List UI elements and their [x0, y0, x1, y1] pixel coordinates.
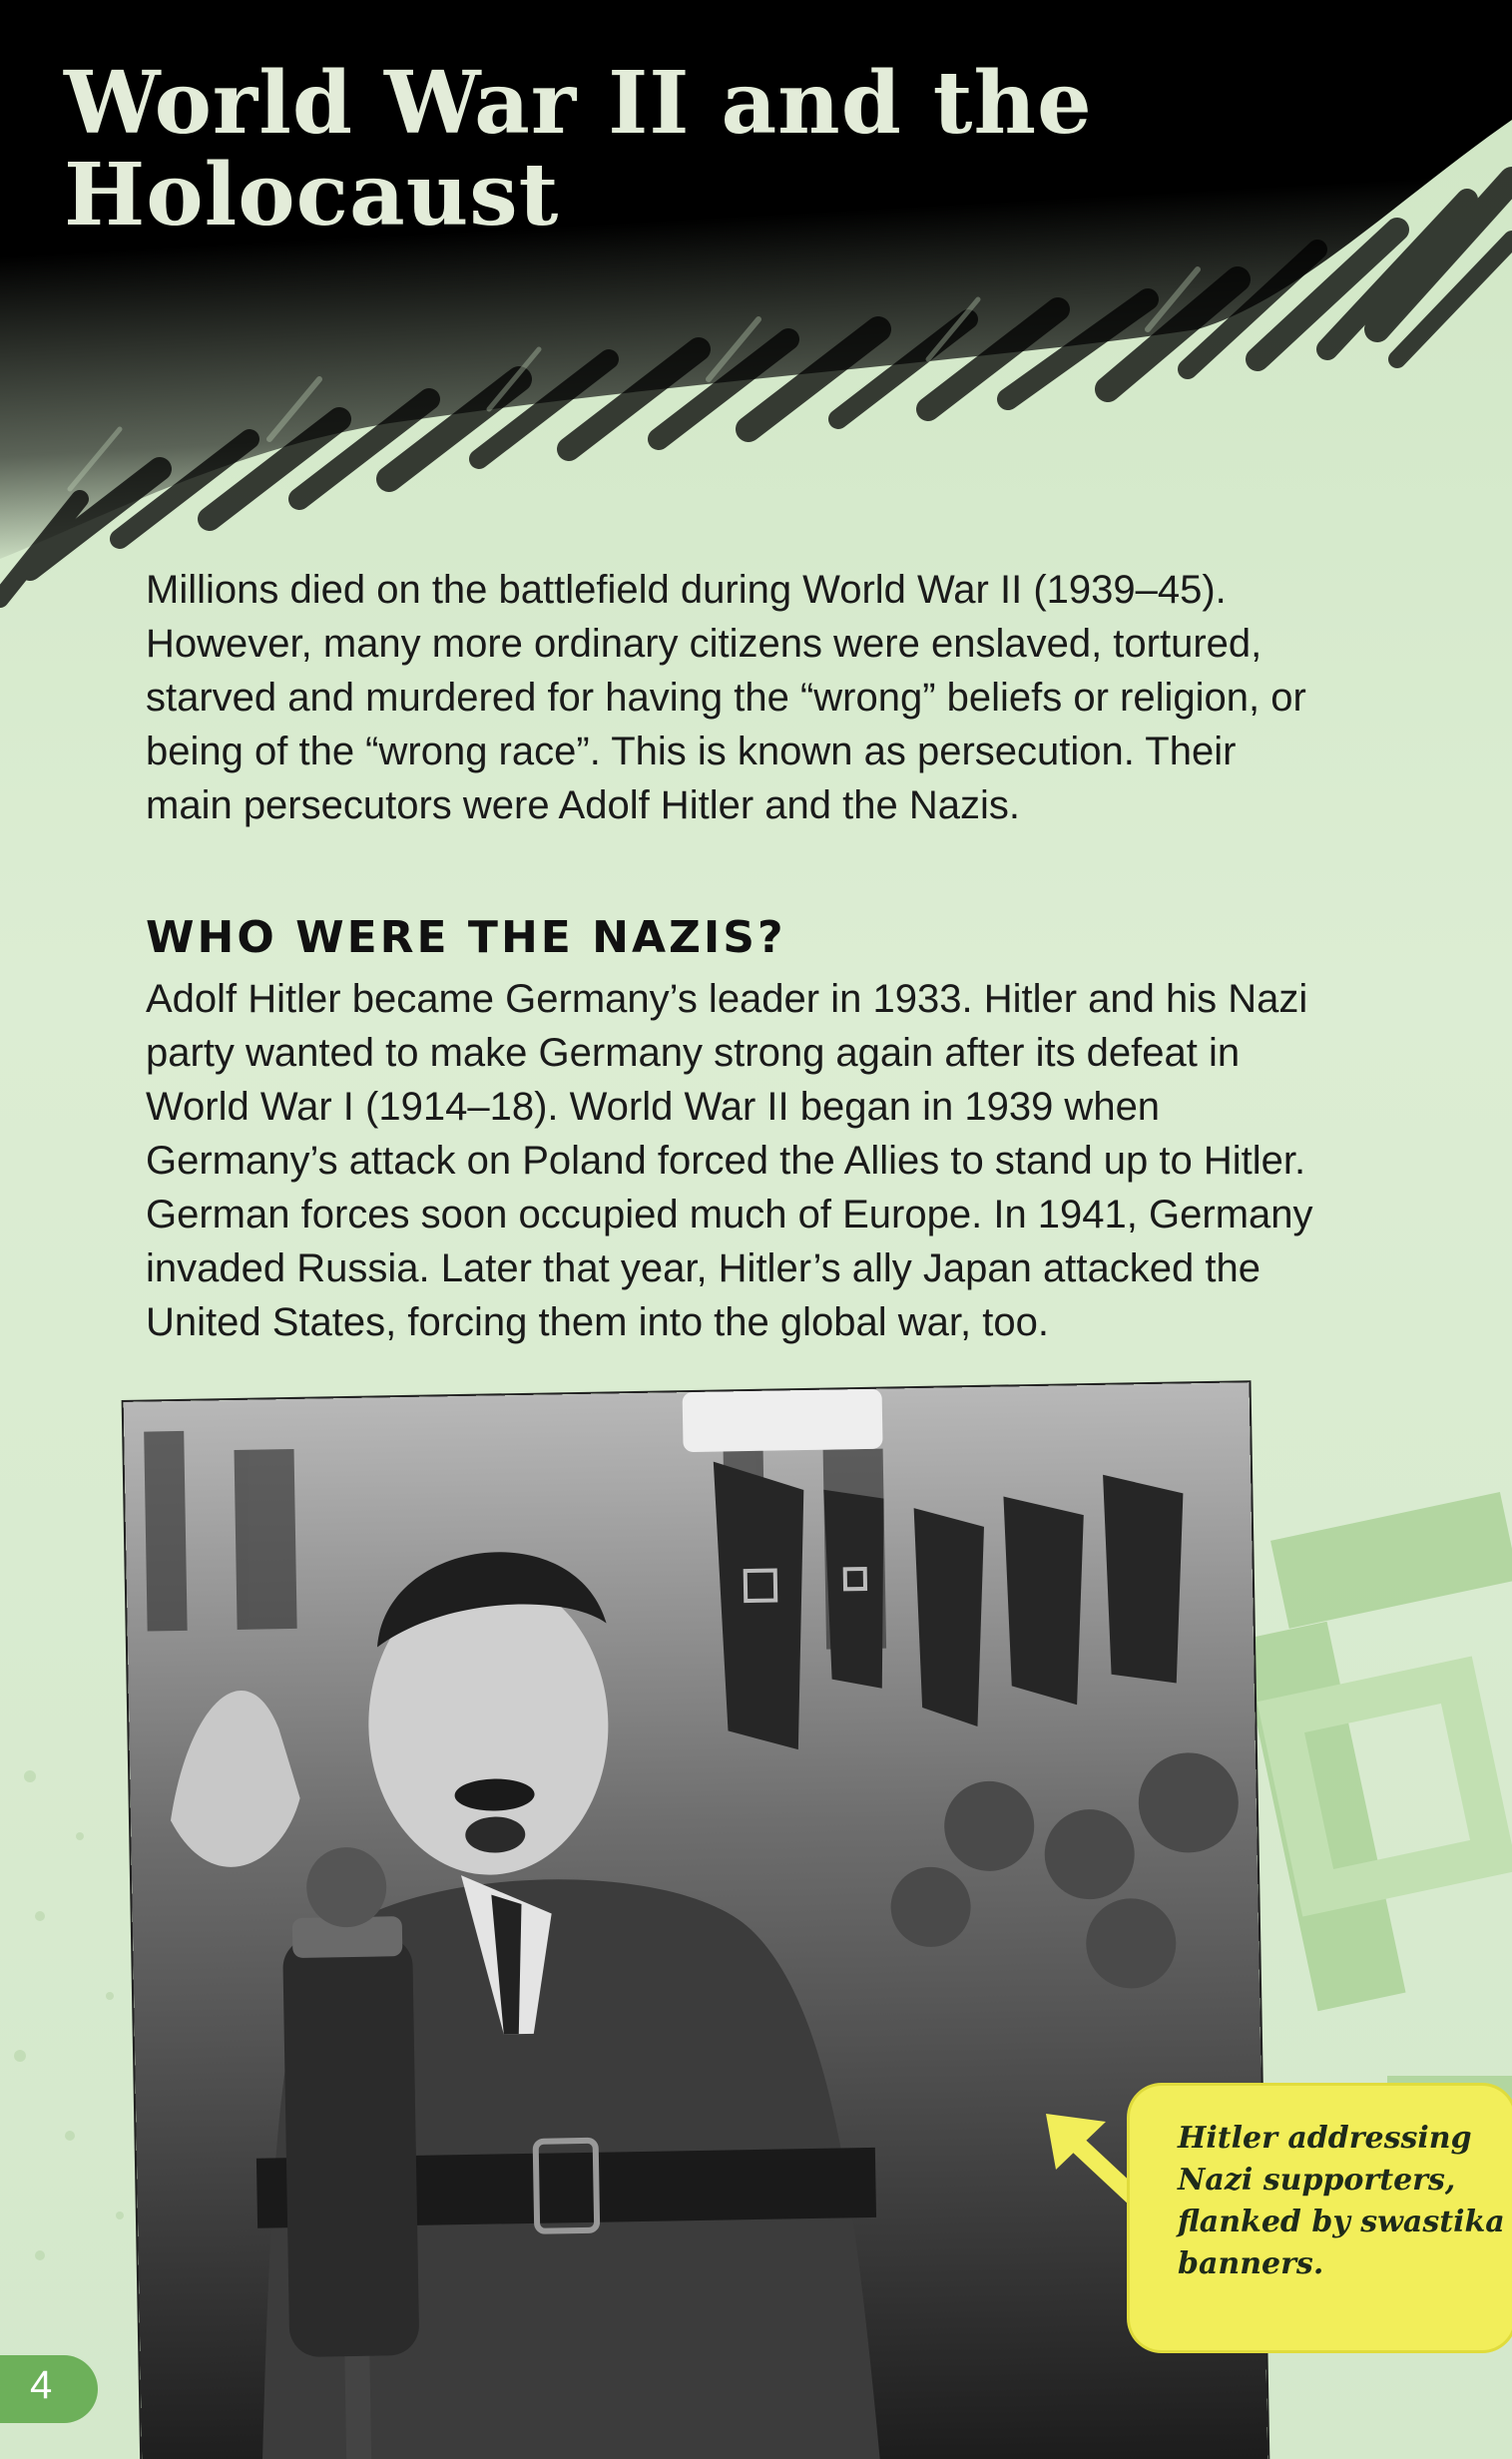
historical-photo: [124, 1382, 1268, 2459]
page-number-tab: [0, 2355, 98, 2423]
page-number: 4: [30, 2363, 53, 2407]
section-heading: WHO WERE THE NAZIS?: [146, 912, 786, 963]
intro-paragraph: Millions died on the battlefield during World War II (1939–45). However, many more ordinary citizens were enslaved, tortured, starved and murdered for having the “wrong” beliefs or religion, or being of the “wrong race”. This is known as persecution. Their main persecutors were Adolf Hitler and the Nazis.: [146, 568, 1306, 827]
section-body: Adolf Hitler became Germany’s leader in 1933. Hitler and his Nazi party wanted to make Germany strong again after its defeat in World War I (1914–18). World War II began in 1939 when Germany’s attack on Poland forced the Allies to stand up to Hitler. German forces soon occupied much of Europe. In 1941, Germany invaded Russia. Later that year, Hitler’s ally Japan attacked the United States, forcing them into the global war, too.: [146, 977, 1313, 1344]
photo-caption: Hitler addressing Nazi supporters, flanked by swastika banners.: [1178, 2121, 1505, 2281]
page-title: World War II and the Holocaust: [64, 53, 1093, 246]
photo-caption-box: [1130, 2086, 1512, 2350]
